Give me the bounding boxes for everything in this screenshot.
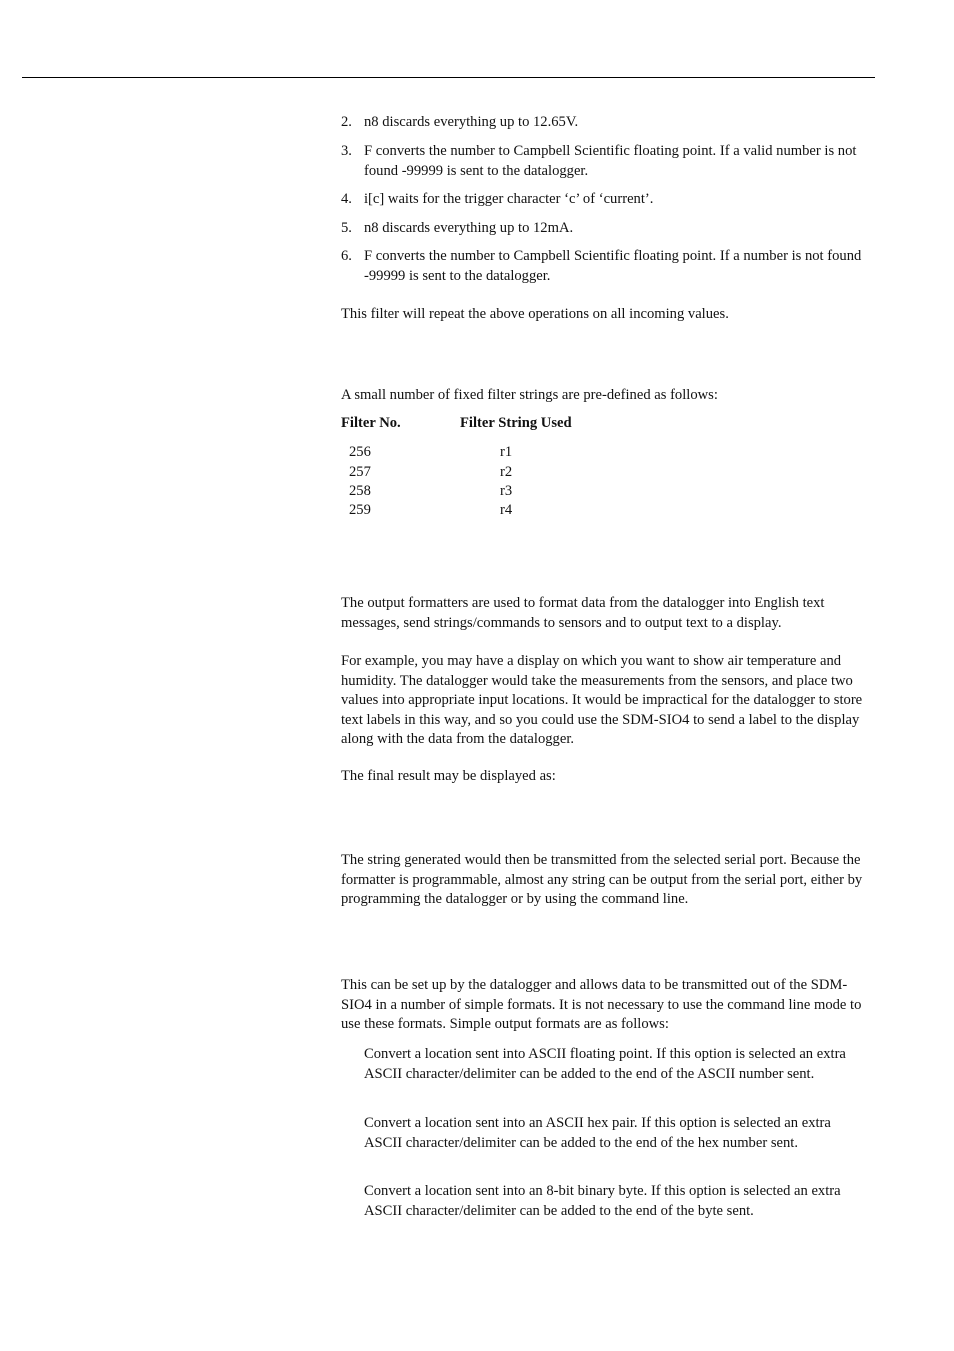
list-item: Convert a location sent into an 8-bit binary byte. If this option is selected an extra ASCII character/delimiter can be added to the end of the byte sent.: [364, 1183, 841, 1219]
header-rule: [22, 77, 875, 78]
step-number: 3.: [341, 143, 352, 159]
fixed-filters-intro: A small number of fixed filter strings are pre-defined as follows:: [341, 387, 718, 403]
filter-string-cell: r3: [500, 483, 513, 499]
step-number: 2.: [341, 114, 352, 130]
step-text: F converts the number to Campbell Scientific floating point. If a number is not found -99999 is sent to the datalogger.: [364, 248, 862, 284]
list-item: Convert a location sent into an ASCII hex pair. If this option is selected an extra ASCII character/delimiter can be added to the end of the hex number sent.: [364, 1115, 831, 1151]
filter-string-cell: r2: [500, 464, 513, 480]
filter-no-cell: 258: [349, 483, 371, 499]
step-text: F converts the number to Campbell Scientific floating point. If a valid number is not found -99999 is sent to the datalogger.: [364, 143, 857, 179]
list-item: Convert a location sent into ASCII floating point. If this option is selected an extra ASCII character/delimiter can be added to the end of the ASCII number sent.: [364, 1046, 846, 1082]
filter-no-header: Filter No.: [341, 415, 401, 431]
formatters-paragraph-2: For example, you may have a display on which you want to show air temperature and humidity. The datalogger would take the measurements from the sensors, and place two values into appropriate input locations. It would be impractical for the datalogger to store text labels in this way, and so you could use the SDM-SIO4 to send a label to the display along with the data from the datalogger.: [341, 653, 863, 747]
repeat-note: This filter will repeat the above operations on all incoming values.: [341, 306, 729, 322]
filter-string-cell: r4: [500, 502, 513, 518]
step-number: 6.: [341, 248, 352, 264]
formatters-paragraph-1: The output formatters are used to format data from the datalogger into English text messages, send strings/commands to sensors and to output text to a display.: [341, 595, 825, 631]
final-result-paragraph: The final result may be displayed as:: [341, 768, 556, 784]
step-number: 4.: [341, 191, 352, 207]
filter-string-cell: r1: [500, 444, 513, 460]
step-number: 5.: [341, 220, 352, 236]
filter-no-cell: 257: [349, 464, 371, 480]
step-text: i[c] waits for the trigger character ‘c’ of ‘current’.: [364, 191, 654, 207]
filter-no-cell: 256: [349, 444, 371, 460]
step-text: n8 discards everything up to 12mA.: [364, 220, 574, 236]
filter-string-header: Filter String Used: [460, 415, 572, 431]
string-generated-paragraph: The string generated would then be transmitted from the selected serial port. Because the formatter is programmable, almost any string can be output from the serial port, either by programming the datalogger or by using the command line.: [341, 852, 863, 907]
filter-no-cell: 259: [349, 502, 371, 518]
step-text: n8 discards everything up to 12.65V.: [364, 114, 579, 130]
simple-formats-intro: This can be set up by the datalogger and allows data to be transmitted out of the SDM-SIO4 in a number of simple formats. It is not necessary to use the command line mode to use these formats. Simple output formats are as follows:: [341, 977, 862, 1032]
